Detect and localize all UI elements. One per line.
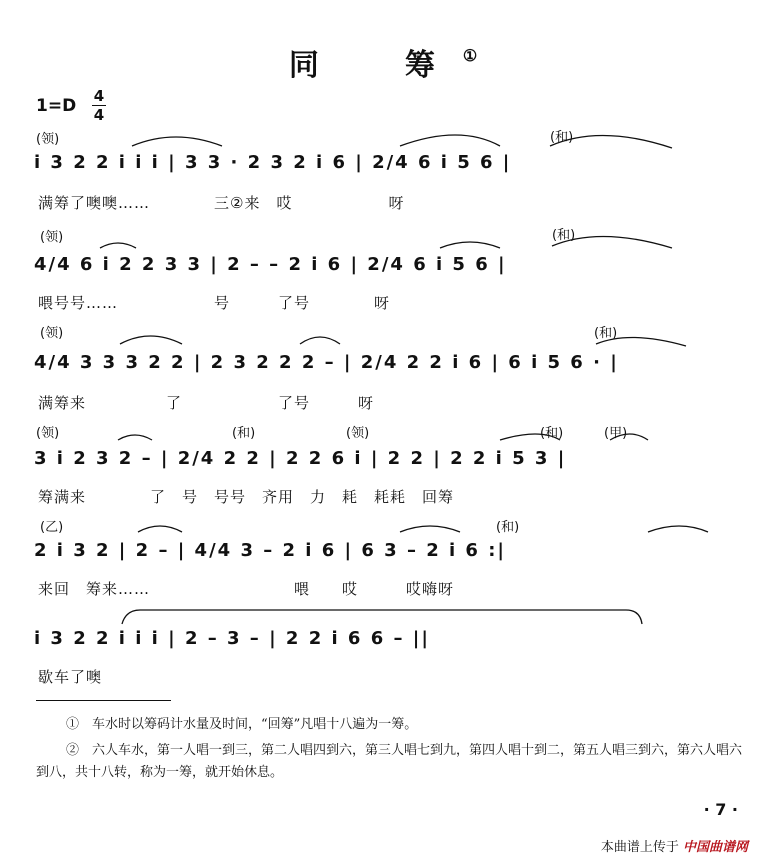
part-label-chorus: (和)	[496, 520, 520, 535]
part-label-lead: (领)	[36, 426, 60, 441]
part-label-lead: (领)	[40, 326, 64, 341]
time-sig-top: 4	[93, 87, 105, 105]
page-number: · 7 ·	[703, 800, 738, 819]
slur	[300, 337, 340, 344]
part-label-b: (乙)	[40, 520, 64, 535]
slur	[440, 242, 500, 248]
slur	[596, 337, 686, 346]
notation-row: i 3 2 2 i i i | 2 – 3 – | 2 2 i 6 6 – ||	[34, 628, 430, 649]
lyric-row: 歇车了噢	[38, 668, 103, 686]
footnote: ② 六人车水，第一人唱一到三，第二人唱四到六，第三人唱七到九，第四人唱十到二，第五人唱三到六，第六人唱六到八，共十八转，称为一筹，就开始休息。	[36, 743, 743, 780]
slur	[550, 135, 672, 148]
notation-row: 3 i 2 3 2 – | 2/4 2 2 | 2 2 6 i | 2 2 | 2 2 i 5 3 |	[34, 448, 567, 469]
lyric-row: 满筹了噢噢…… 三②来 哎 呀	[38, 194, 405, 212]
slur	[132, 137, 222, 146]
notation-row: 4/4 3 3 3 2 2 | 2 3 2 2 2 – | 2/4 2 2 i 6 | 6 i 5 6 · |	[34, 352, 619, 373]
part-label-chorus: (和)	[232, 426, 256, 441]
slur	[100, 243, 136, 248]
footnote-rule	[36, 700, 171, 701]
slur	[120, 336, 182, 344]
key-signature: 1=D	[36, 96, 77, 116]
slur	[610, 434, 648, 440]
part-label-chorus: (和)	[552, 228, 576, 243]
part-label-lead: (领)	[36, 132, 60, 147]
slur	[138, 526, 182, 532]
part-label-chorus: (和)	[594, 326, 618, 341]
upload-credit	[601, 836, 748, 855]
time-sig-bottom: 4	[93, 106, 105, 124]
slur	[400, 526, 460, 532]
part-label-a: (甲)	[604, 426, 628, 441]
footnote: ① 车水时以筹码计水量及时间，“回筹”凡唱十八遍为一筹。	[66, 717, 418, 732]
lyric-row: 来回 筹来…… 喂 哎 哎嗨呀	[38, 580, 455, 598]
lyric-row: 筹满来 了 号 号号 齐用 力 耗 耗耗 回筹	[38, 488, 455, 506]
title-footnote-mark: ①	[462, 46, 478, 65]
slur	[400, 135, 500, 146]
notation-row: 4/4 6 i 2 2 3 3 | 2 – – 2 i 6 | 2/4 6 i 5 6 |	[34, 254, 507, 275]
phrase-slur	[122, 610, 642, 624]
title-text: 同 筹	[288, 48, 463, 83]
lyric-row: 满筹来 了 了号 呀	[38, 394, 375, 412]
slur	[500, 434, 560, 440]
part-label-chorus: (和)	[550, 130, 574, 145]
part-label-lead: (领)	[40, 230, 64, 245]
slur	[648, 526, 708, 532]
slur	[118, 435, 152, 440]
notation-row: 2 i 3 2 | 2 – | 4/4 3 – 2 i 6 | 6 3 – 2 i 6 :|	[34, 540, 506, 561]
part-label-lead: (领)	[346, 426, 370, 441]
slur	[552, 236, 672, 248]
site-logo[interactable]: 中国曲谱网	[682, 840, 748, 855]
lyric-row: 喂号号…… 号 了号 呀	[38, 294, 391, 312]
notation-row: i 3 2 2 i i i | 3 3 · 2 3 2 i 6 | 2/4 6 i 5 6 |	[34, 152, 512, 173]
part-label-chorus: (和)	[540, 426, 564, 441]
upload-text: 本曲谱上传于	[600, 840, 679, 855]
